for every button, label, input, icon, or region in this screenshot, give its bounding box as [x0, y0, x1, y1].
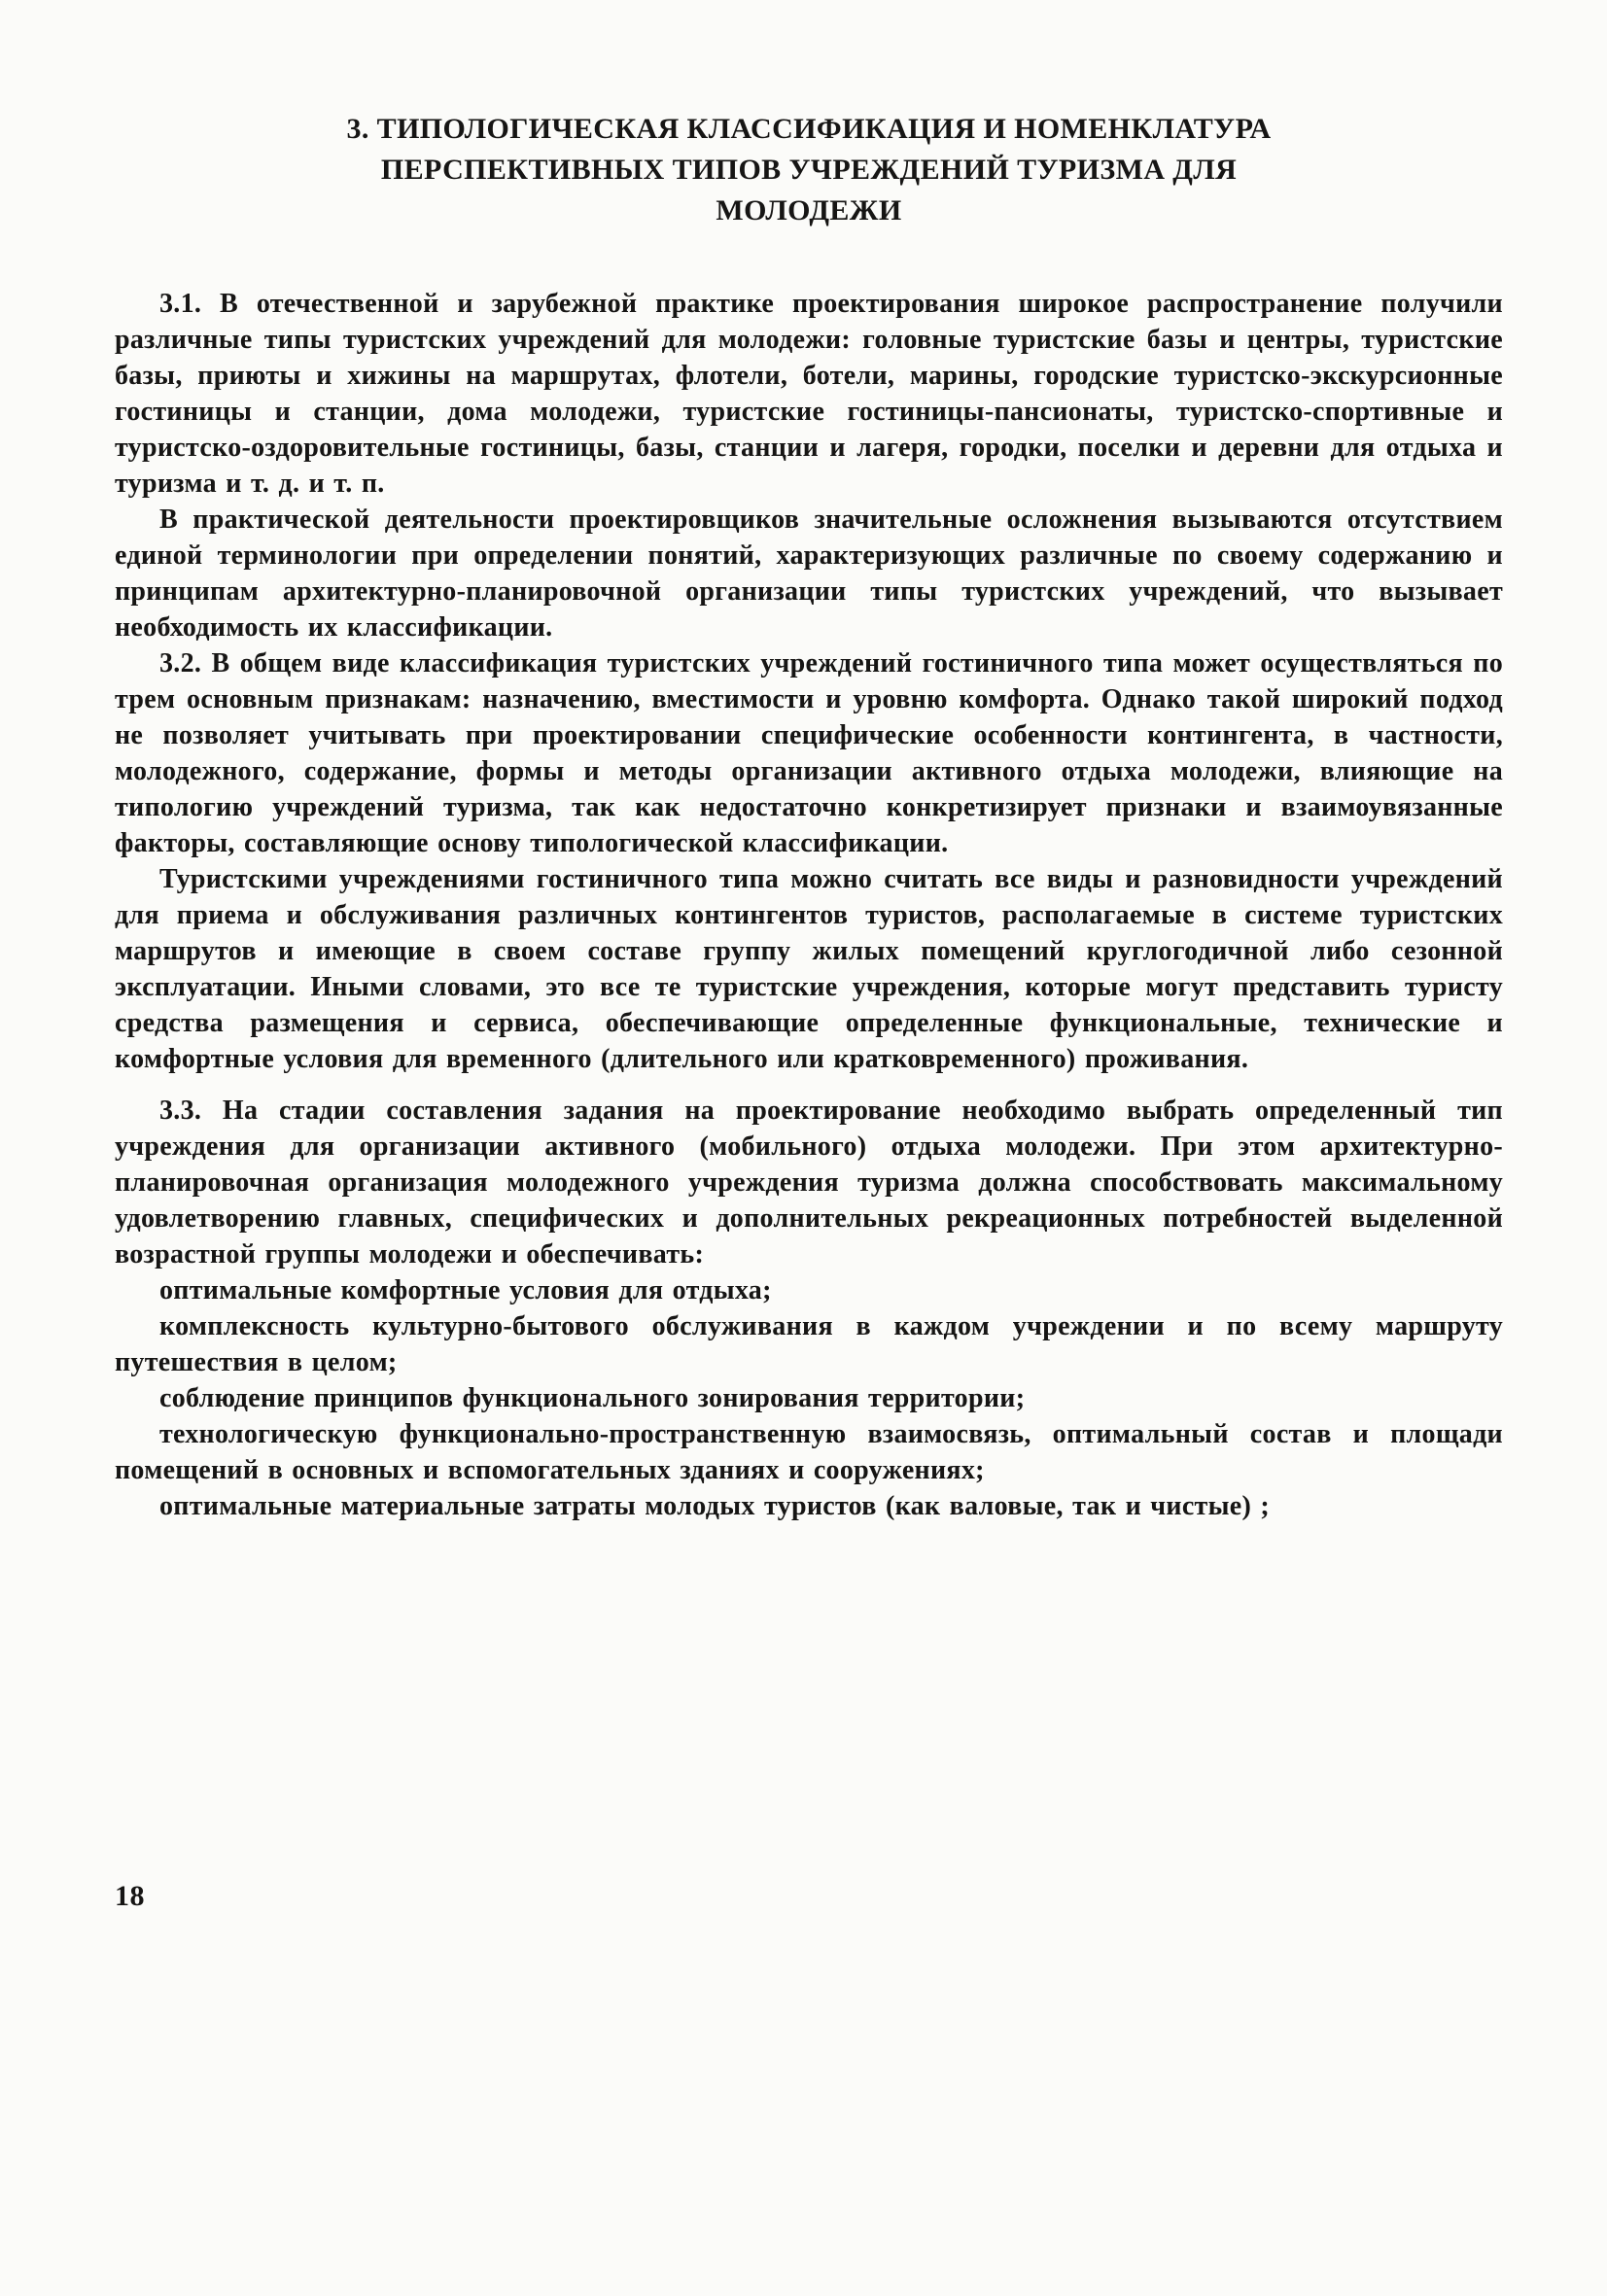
- list-item-zoning: соблюдение принципов функционального зонирования территории;: [159, 1383, 1026, 1413]
- document-title-line-3: МОЛОДЕЖИ: [716, 194, 902, 226]
- document-content: [115, 109, 1503, 1524]
- paragraph-3-3: 3.3. На стадии составления задания на проектирование необходимо выбрать определенный тип учреждения для организации активного (мобильного) отдыха молодежи. При этом архитектурно-планировочная организация молодежного учреждения туризма должна способствовать максимальному удовлетворению главных, специфических и дополнительных рекреационных потребностей выделенной возрастной группы молодежи и обеспечивать:: [115, 1096, 1503, 1270]
- list-item-comfort: оптимальные комфортные условия для отдыха;: [159, 1275, 772, 1305]
- document-title: [115, 109, 1503, 231]
- list-item-technology: технологическую функционально-пространственную взаимосвязь, оптимальный состав и площади помещений в основных и вспомогательных зданиях и сооружениях;: [115, 1419, 1503, 1485]
- paragraph-terminology: В практической деятельности проектировщиков значительные осложнения вызываются отсутствием единой терминологии при определении понятий, характеризующих различные по своему содержанию и принципам архитектурно-планировочной организации типы туристских учреждений, что вызывает необходимость их классификации.: [115, 504, 1503, 643]
- list-item-costs: оптимальные материальные затраты молодых туристов (как валовые, так и чистые) ;: [159, 1491, 1271, 1521]
- paragraph-3-1: 3.1. В отечественной и зарубежной практике проектирования широкое распространение получили различные типы туристских учреждений для молодежи: головные туристские базы и центры, туристские базы, приюты и хижины на маршрутах, флотели, ботели, марины, городские туристско-экскурсионные гостиницы и станции, дома молодежи, туристские гостиницы-пансионаты, туристско-спортивные и туристско-оздоровительные гостиницы, базы, станции и лагеря, городки, поселки и деревни для отдыха и туризма и т. д. и т. п.: [115, 289, 1503, 499]
- document-title-line-2: ПЕРСПЕКТИВНЫХ ТИПОВ УЧРЕЖДЕНИЙ ТУРИЗМА ДЛЯ: [380, 154, 1238, 186]
- paragraph-hotel-type: Туристскими учреждениями гостиничного типа можно считать все виды и разновидности учреждений для приема и обслуживания различных контингентов туристов, располагаемые в системе туристских маршрутов и имеющие в своем составе группу жилых помещений круглогодичной либо сезонной эксплуатации. Иными словами, это все те туристские учреждения, которые могут представить туристу средства размещения и сервиса, обеспечивающие определенные функциональные, технические и комфортные условия для временного (длительного или кратковременного) проживания.: [115, 864, 1503, 1074]
- list-item-services: комплексность культурно-бытового обслуживания в каждом учреждении и по всему маршруту путешествия в целом;: [115, 1311, 1503, 1377]
- page-number: 18: [115, 1880, 145, 1912]
- document-title-line-1: 3. ТИПОЛОГИЧЕСКАЯ КЛАССИФИКАЦИЯ И НОМЕНКЛАТУРА: [346, 113, 1272, 145]
- paragraph-3-2: 3.2. В общем виде классификация туристских учреждений гостиничного типа может осуществляться по трем основным признакам: назначению, вместимости и уровню комфорта. Однако такой широкий подход не позволяет учитывать при проектировании специфические особенности контингента, в частности, молодежного, содержание, формы и методы организации активного отдыха молодежи, влияющие на типологию учреждений туризма, так как недостаточно конкретизирует признаки и взаимоувязанные факторы, составляющие основу типологической классификации.: [115, 648, 1503, 858]
